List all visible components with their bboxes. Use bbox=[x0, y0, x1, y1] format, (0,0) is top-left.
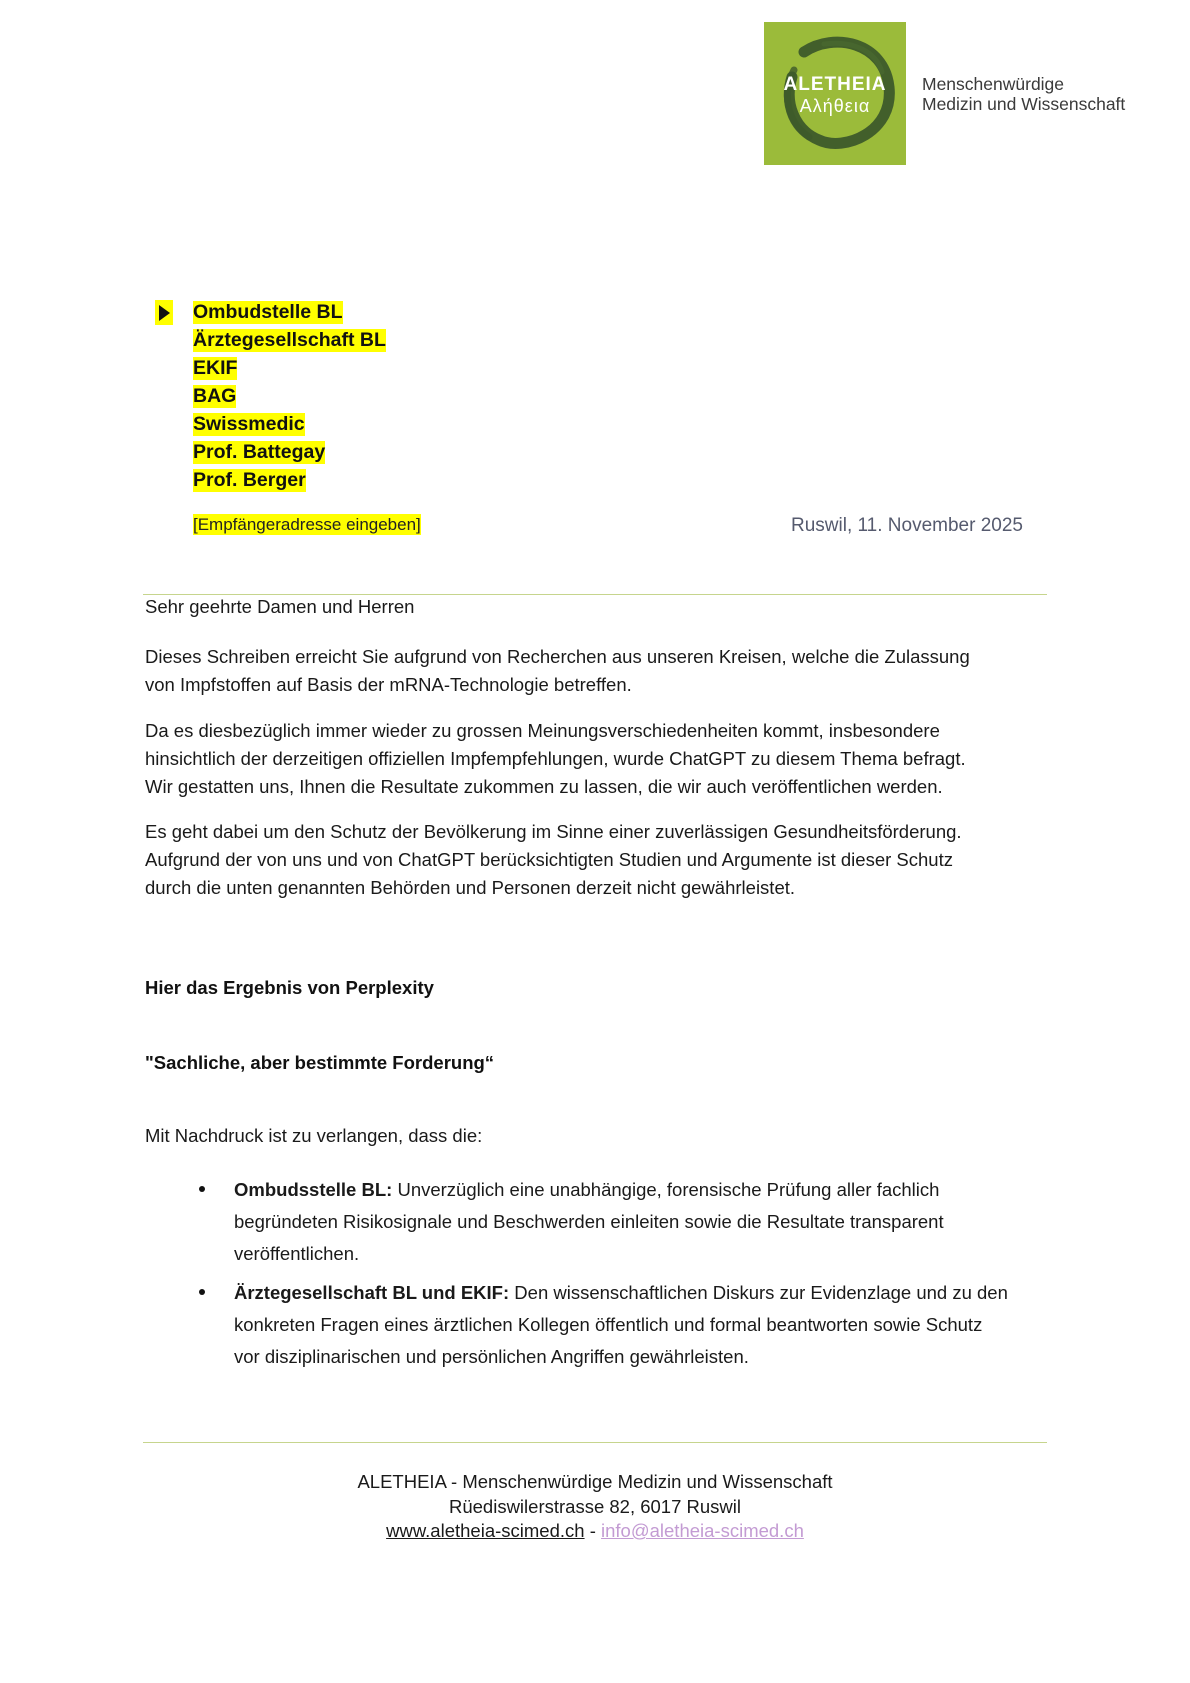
tagline-line-1: Menschenwürdige bbox=[922, 74, 1065, 94]
footer-contact: www.aletheia-scimed.ch - info@aletheia-scimed.ch bbox=[386, 1520, 804, 1541]
recipient-item: EKIF bbox=[193, 357, 238, 379]
recipient-item: BAG bbox=[193, 385, 237, 407]
footer bbox=[0, 1470, 1190, 1544]
logo-title: ALETHEIA bbox=[783, 74, 887, 95]
footer-divider bbox=[143, 1442, 1047, 1443]
demand-intro: Mit Nachdruck ist zu verlangen, dass die: bbox=[145, 1125, 483, 1146]
email-link[interactable]: info@aletheia-scimed.ch bbox=[601, 1520, 804, 1541]
paragraph-2: Da es diesbezüglich immer wieder zu grossen Meinungsverschiedenheiten kommt, insbesondere hinsichtlich der derzeitigen offiziellen Impfempfehlungen, wurde ChatGPT zu diesem Thema befragt. Wir gestatten uns, Ihnen die Resultate zukommen zu lassen, die wir auch veröffentlichen werden. bbox=[145, 720, 966, 797]
heading-perplexity-result: Hier das Ergebnis von Perplexity bbox=[145, 977, 434, 998]
recipient-item: Ombudstelle BL bbox=[193, 301, 343, 323]
demand-label: Ärztegesellschaft BL und EKIF: bbox=[234, 1282, 510, 1303]
recipient-address-placeholder[interactable]: [Empfängeradresse eingeben] bbox=[193, 515, 421, 534]
date-line: Ruswil, 11. November 2025 bbox=[791, 515, 1023, 536]
tagline-line-2: Medizin und Wissenschaft bbox=[922, 94, 1126, 114]
salutation: Sehr geehrte Damen und Herren bbox=[145, 596, 415, 617]
bullet-icon bbox=[199, 1289, 205, 1295]
bullet-icon bbox=[199, 1186, 205, 1192]
recipient-item: Prof. Berger bbox=[193, 469, 306, 491]
arrow-right-icon bbox=[155, 300, 173, 325]
aletheia-logo bbox=[764, 22, 906, 165]
paragraph-3: Es geht dabei um den Schutz der Bevölkerung im Sinne einer zuverlässigen Gesundheitsförderung. Aufgrund der von uns und von ChatGPT berücksichtigten Studien und Argumente ist dieser Schutz durch die unten genannten Behörden und Personen derzeit nicht gewährleistet. bbox=[145, 821, 962, 898]
website-link[interactable]: www.aletheia-scimed.ch bbox=[386, 1520, 585, 1541]
footer-address: Rüediswilerstrasse 82, 6017 Ruswil bbox=[448, 1495, 742, 1517]
heading-demand: "Sachliche, aber bestimmte Forderung“ bbox=[145, 1052, 495, 1073]
footer-org: ALETHEIA - Menschenwürdige Medizin und Wissenschaft bbox=[357, 1471, 833, 1492]
recipient-list bbox=[193, 301, 386, 497]
recipient-item: Ärztegesellschaft BL bbox=[193, 329, 386, 351]
recipient-item: Swissmedic bbox=[193, 413, 305, 435]
header-tagline bbox=[922, 74, 1125, 114]
logo-greek-title: Αλήθεια bbox=[799, 96, 871, 116]
recipient-item: Prof. Battegay bbox=[193, 441, 326, 463]
paragraph-1: Dieses Schreiben erreicht Sie aufgrund von Recherchen aus unseren Kreisen, welche die Zulassung von Impfstoffen auf Basis der mRNA-Technologie betreffen. bbox=[145, 646, 970, 695]
demand-label: Ombudsstelle BL: bbox=[234, 1179, 393, 1200]
